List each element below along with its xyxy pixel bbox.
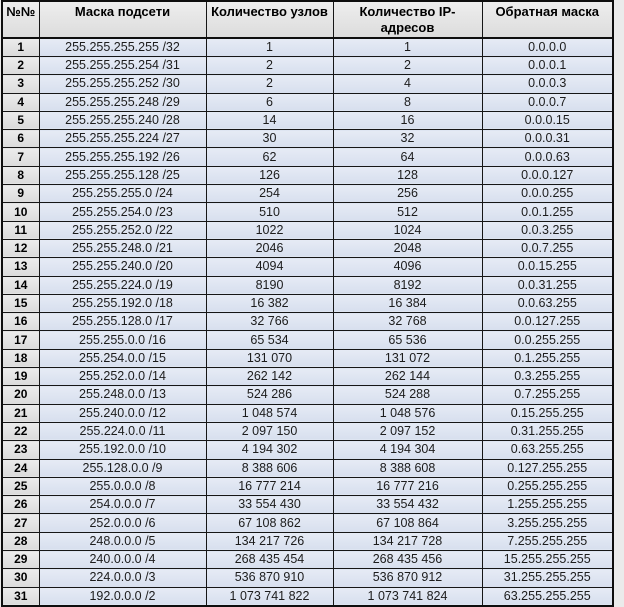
table-row (2, 185, 613, 203)
cell-subnet-mask: 255.252.0.0 /14 (39, 368, 206, 386)
cell-row-number: 12 (2, 239, 39, 257)
cell-wildcard-mask: 0.63.255.255 (482, 441, 613, 459)
table-row (2, 514, 613, 532)
table-row (2, 441, 613, 459)
cell-host-count: 1 048 574 (206, 404, 333, 422)
column-header-host-count: Количество узлов (206, 1, 333, 38)
cell-wildcard-mask: 0.1.255.255 (482, 349, 613, 367)
cell-wildcard-mask: 0.0.0.255 (482, 185, 613, 203)
table-row (2, 386, 613, 404)
cell-row-number: 20 (2, 386, 39, 404)
table-row (2, 459, 613, 477)
cell-ip-count: 64 (333, 148, 482, 166)
table-row (2, 313, 613, 331)
cell-subnet-mask: 255.192.0.0 /10 (39, 441, 206, 459)
cell-row-number: 14 (2, 276, 39, 294)
cell-wildcard-mask: 0.0.7.255 (482, 239, 613, 257)
cell-subnet-mask: 248.0.0.0 /5 (39, 532, 206, 550)
cell-wildcard-mask: 15.255.255.255 (482, 551, 613, 569)
cell-subnet-mask: 255.254.0.0 /15 (39, 349, 206, 367)
cell-subnet-mask: 192.0.0.0 /2 (39, 587, 206, 606)
cell-subnet-mask: 255.255.252.0 /22 (39, 221, 206, 239)
cell-subnet-mask: 255.240.0.0 /12 (39, 404, 206, 422)
cell-host-count: 1 073 741 822 (206, 587, 333, 606)
cell-host-count: 4 194 302 (206, 441, 333, 459)
cell-row-number: 15 (2, 294, 39, 312)
header-row (2, 1, 613, 38)
cell-subnet-mask: 255.255.240.0 /20 (39, 258, 206, 276)
cell-row-number: 6 (2, 130, 39, 148)
cell-host-count: 4094 (206, 258, 333, 276)
cell-subnet-mask: 255.255.0.0 /16 (39, 331, 206, 349)
cell-row-number: 5 (2, 111, 39, 129)
cell-host-count: 6 (206, 93, 333, 111)
cell-subnet-mask: 255.0.0.0 /8 (39, 477, 206, 495)
cell-ip-count: 32 768 (333, 313, 482, 331)
cell-ip-count: 8 (333, 93, 482, 111)
cell-host-count: 1 (206, 38, 333, 57)
column-header-ip-count: Количество IP-адресов (333, 1, 482, 38)
cell-host-count: 1022 (206, 221, 333, 239)
cell-host-count: 126 (206, 166, 333, 184)
cell-row-number: 8 (2, 166, 39, 184)
cell-subnet-mask: 252.0.0.0 /6 (39, 514, 206, 532)
cell-wildcard-mask: 0.127.255.255 (482, 459, 613, 477)
cell-wildcard-mask: 0.0.0.7 (482, 93, 613, 111)
cell-host-count: 536 870 910 (206, 569, 333, 587)
table-row (2, 166, 613, 184)
subnet-mask-table (1, 0, 614, 607)
cell-wildcard-mask: 0.0.31.255 (482, 276, 613, 294)
table-row (2, 258, 613, 276)
cell-host-count: 65 534 (206, 331, 333, 349)
cell-ip-count: 256 (333, 185, 482, 203)
cell-row-number: 31 (2, 587, 39, 606)
table-header (2, 1, 613, 38)
cell-ip-count: 4 (333, 75, 482, 93)
table-row (2, 422, 613, 440)
cell-row-number: 3 (2, 75, 39, 93)
cell-subnet-mask: 255.255.255.128 /25 (39, 166, 206, 184)
table-row (2, 349, 613, 367)
cell-ip-count: 2 (333, 57, 482, 75)
cell-wildcard-mask: 7.255.255.255 (482, 532, 613, 550)
table-row (2, 57, 613, 75)
cell-ip-count: 524 288 (333, 386, 482, 404)
cell-wildcard-mask: 0.0.0.3 (482, 75, 613, 93)
cell-subnet-mask: 255.255.248.0 /21 (39, 239, 206, 257)
cell-ip-count: 16 384 (333, 294, 482, 312)
cell-subnet-mask: 255.255.255.224 /27 (39, 130, 206, 148)
cell-ip-count: 512 (333, 203, 482, 221)
cell-wildcard-mask: 0.3.255.255 (482, 368, 613, 386)
cell-row-number: 24 (2, 459, 39, 477)
table-row (2, 551, 613, 569)
cell-wildcard-mask: 0.0.0.63 (482, 148, 613, 166)
cell-row-number: 7 (2, 148, 39, 166)
cell-host-count: 62 (206, 148, 333, 166)
cell-wildcard-mask: 0.0.3.255 (482, 221, 613, 239)
cell-ip-count: 65 536 (333, 331, 482, 349)
cell-wildcard-mask: 0.7.255.255 (482, 386, 613, 404)
cell-host-count: 8190 (206, 276, 333, 294)
table-row (2, 294, 613, 312)
cell-ip-count: 268 435 456 (333, 551, 482, 569)
cell-subnet-mask: 255.255.255.240 /28 (39, 111, 206, 129)
table-row (2, 404, 613, 422)
table-row (2, 532, 613, 550)
cell-wildcard-mask: 0.0.127.255 (482, 313, 613, 331)
cell-subnet-mask: 255.255.255.0 /24 (39, 185, 206, 203)
cell-wildcard-mask: 3.255.255.255 (482, 514, 613, 532)
cell-wildcard-mask: 0.0.15.255 (482, 258, 613, 276)
cell-subnet-mask: 255.255.255.254 /31 (39, 57, 206, 75)
cell-row-number: 22 (2, 422, 39, 440)
cell-ip-count: 8192 (333, 276, 482, 294)
table-row (2, 496, 613, 514)
cell-subnet-mask: 255.255.255.252 /30 (39, 75, 206, 93)
cell-row-number: 4 (2, 93, 39, 111)
cell-row-number: 26 (2, 496, 39, 514)
table-body (2, 38, 613, 606)
cell-host-count: 2 (206, 57, 333, 75)
column-header-number: №№ (2, 1, 39, 38)
cell-wildcard-mask: 0.31.255.255 (482, 422, 613, 440)
cell-ip-count: 1 (333, 38, 482, 57)
cell-row-number: 10 (2, 203, 39, 221)
cell-row-number: 13 (2, 258, 39, 276)
cell-wildcard-mask: 0.0.0.15 (482, 111, 613, 129)
cell-ip-count: 1 048 576 (333, 404, 482, 422)
cell-subnet-mask: 255.255.128.0 /17 (39, 313, 206, 331)
table-row (2, 148, 613, 166)
cell-ip-count: 1 073 741 824 (333, 587, 482, 606)
cell-host-count: 16 777 214 (206, 477, 333, 495)
cell-wildcard-mask: 1.255.255.255 (482, 496, 613, 514)
cell-host-count: 510 (206, 203, 333, 221)
cell-wildcard-mask: 0.0.63.255 (482, 294, 613, 312)
cell-host-count: 268 435 454 (206, 551, 333, 569)
table-row (2, 587, 613, 606)
cell-wildcard-mask: 0.15.255.255 (482, 404, 613, 422)
cell-wildcard-mask: 31.255.255.255 (482, 569, 613, 587)
cell-ip-count: 131 072 (333, 349, 482, 367)
table-row (2, 75, 613, 93)
cell-host-count: 32 766 (206, 313, 333, 331)
cell-host-count: 67 108 862 (206, 514, 333, 532)
cell-subnet-mask: 255.255.192.0 /18 (39, 294, 206, 312)
cell-subnet-mask: 255.255.255.192 /26 (39, 148, 206, 166)
cell-subnet-mask: 255.224.0.0 /11 (39, 422, 206, 440)
cell-host-count: 2 097 150 (206, 422, 333, 440)
cell-ip-count: 536 870 912 (333, 569, 482, 587)
cell-row-number: 2 (2, 57, 39, 75)
cell-ip-count: 4096 (333, 258, 482, 276)
cell-ip-count: 128 (333, 166, 482, 184)
cell-row-number: 23 (2, 441, 39, 459)
table-row (2, 221, 613, 239)
cell-host-count: 33 554 430 (206, 496, 333, 514)
cell-ip-count: 32 (333, 130, 482, 148)
table-row (2, 203, 613, 221)
cell-subnet-mask: 255.128.0.0 /9 (39, 459, 206, 477)
cell-ip-count: 262 144 (333, 368, 482, 386)
cell-row-number: 17 (2, 331, 39, 349)
cell-host-count: 14 (206, 111, 333, 129)
cell-ip-count: 4 194 304 (333, 441, 482, 459)
cell-row-number: 30 (2, 569, 39, 587)
table-row (2, 130, 613, 148)
cell-host-count: 30 (206, 130, 333, 148)
cell-wildcard-mask: 0.255.255.255 (482, 477, 613, 495)
cell-subnet-mask: 255.255.255.248 /29 (39, 93, 206, 111)
table-row (2, 93, 613, 111)
cell-wildcard-mask: 0.0.1.255 (482, 203, 613, 221)
cell-ip-count: 2 097 152 (333, 422, 482, 440)
cell-wildcard-mask: 0.0.0.127 (482, 166, 613, 184)
table-row (2, 111, 613, 129)
cell-row-number: 16 (2, 313, 39, 331)
cell-host-count: 262 142 (206, 368, 333, 386)
cell-host-count: 8 388 606 (206, 459, 333, 477)
cell-host-count: 2 (206, 75, 333, 93)
cell-host-count: 2046 (206, 239, 333, 257)
cell-wildcard-mask: 0.0.255.255 (482, 331, 613, 349)
cell-ip-count: 1024 (333, 221, 482, 239)
cell-ip-count: 16 777 216 (333, 477, 482, 495)
cell-ip-count: 2048 (333, 239, 482, 257)
cell-row-number: 29 (2, 551, 39, 569)
cell-row-number: 25 (2, 477, 39, 495)
table-row (2, 38, 613, 57)
table-row (2, 239, 613, 257)
cell-row-number: 28 (2, 532, 39, 550)
cell-row-number: 19 (2, 368, 39, 386)
cell-host-count: 254 (206, 185, 333, 203)
cell-host-count: 134 217 726 (206, 532, 333, 550)
cell-ip-count: 33 554 432 (333, 496, 482, 514)
cell-ip-count: 134 217 728 (333, 532, 482, 550)
cell-ip-count: 8 388 608 (333, 459, 482, 477)
cell-row-number: 27 (2, 514, 39, 532)
cell-host-count: 524 286 (206, 386, 333, 404)
cell-wildcard-mask: 63.255.255.255 (482, 587, 613, 606)
cell-row-number: 21 (2, 404, 39, 422)
cell-host-count: 16 382 (206, 294, 333, 312)
cell-wildcard-mask: 0.0.0.31 (482, 130, 613, 148)
cell-subnet-mask: 255.255.224.0 /19 (39, 276, 206, 294)
cell-subnet-mask: 255.255.254.0 /23 (39, 203, 206, 221)
cell-wildcard-mask: 0.0.0.1 (482, 57, 613, 75)
column-header-subnet-mask: Маска подсети (39, 1, 206, 38)
column-header-wildcard-mask: Обратная маска (482, 1, 613, 38)
cell-host-count: 131 070 (206, 349, 333, 367)
table-row (2, 331, 613, 349)
cell-subnet-mask: 255.248.0.0 /13 (39, 386, 206, 404)
cell-subnet-mask: 254.0.0.0 /7 (39, 496, 206, 514)
table-row (2, 368, 613, 386)
cell-row-number: 18 (2, 349, 39, 367)
cell-row-number: 11 (2, 221, 39, 239)
cell-subnet-mask: 255.255.255.255 /32 (39, 38, 206, 57)
cell-wildcard-mask: 0.0.0.0 (482, 38, 613, 57)
table-row (2, 276, 613, 294)
table-row (2, 477, 613, 495)
cell-ip-count: 67 108 864 (333, 514, 482, 532)
cell-row-number: 1 (2, 38, 39, 57)
cell-subnet-mask: 224.0.0.0 /3 (39, 569, 206, 587)
cell-subnet-mask: 240.0.0.0 /4 (39, 551, 206, 569)
table-row (2, 569, 613, 587)
cell-ip-count: 16 (333, 111, 482, 129)
cell-row-number: 9 (2, 185, 39, 203)
